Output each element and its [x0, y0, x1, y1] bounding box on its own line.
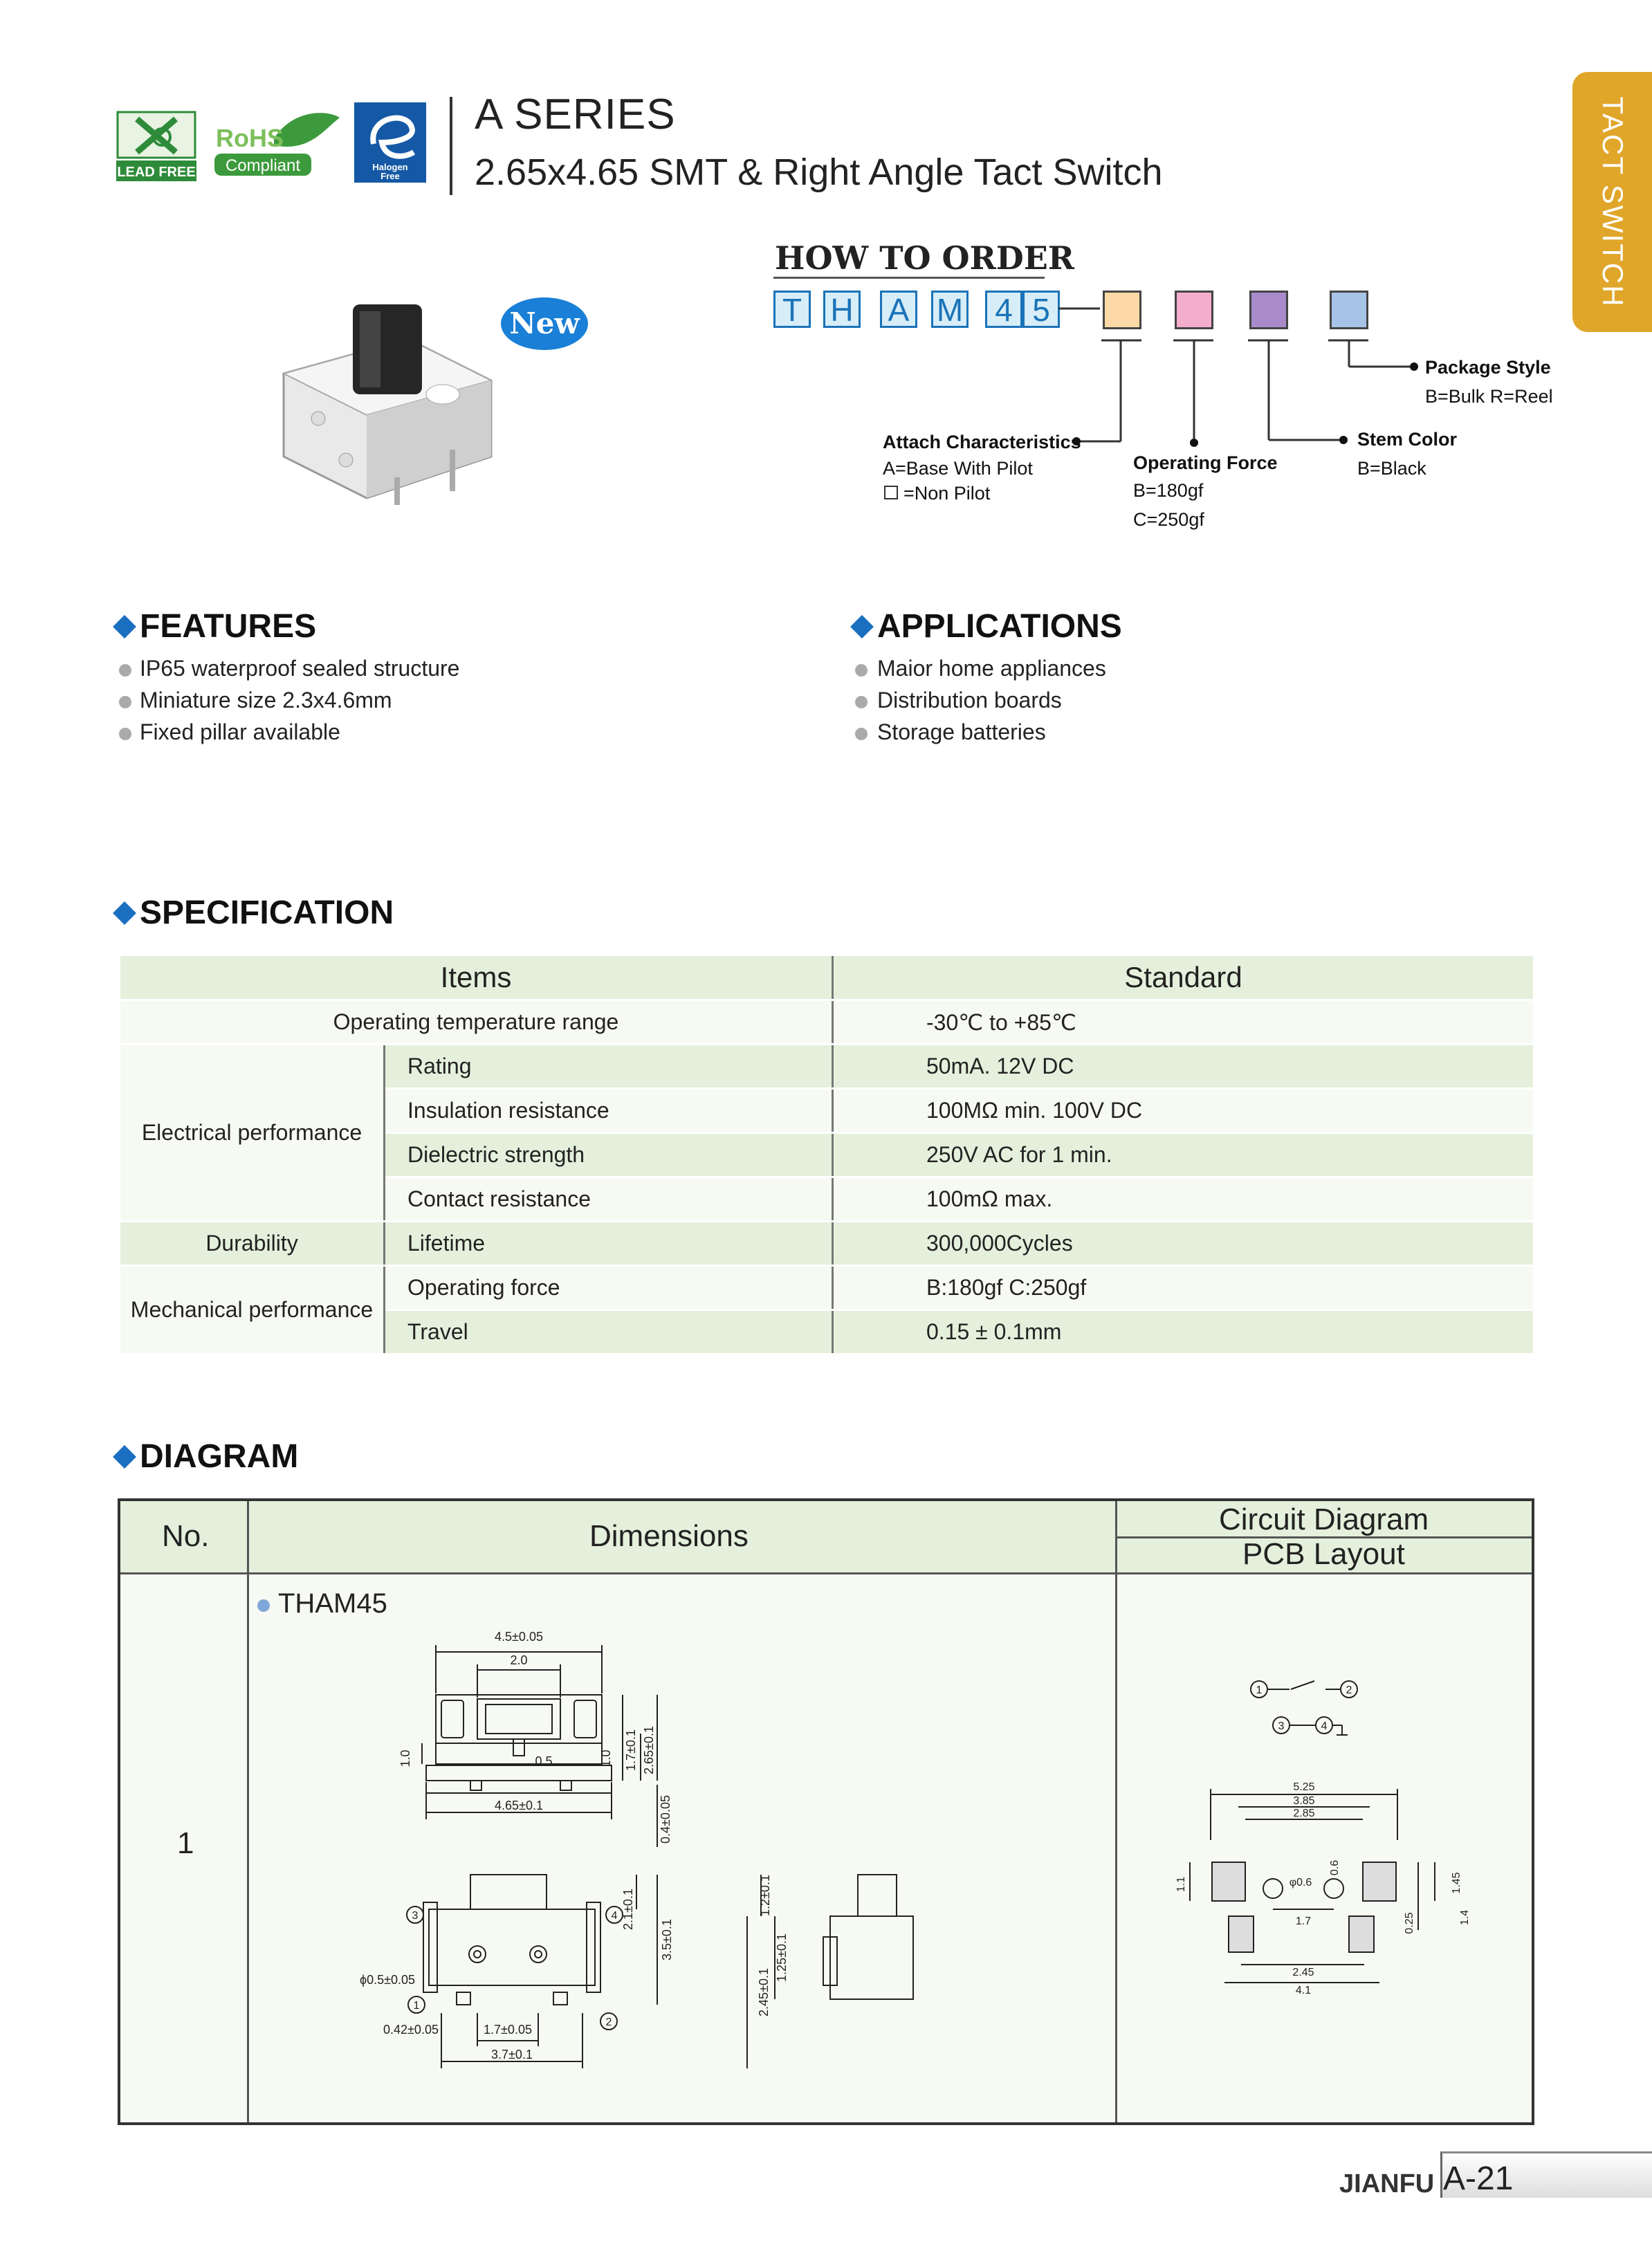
pcb-pitch: 1.7 — [1295, 1915, 1312, 1927]
circuit-pin-2: 2 — [1346, 1684, 1352, 1696]
dim-s2: 1.25±0.1 — [775, 1933, 789, 1982]
side-tab-label: TACT SWITCH — [1596, 96, 1629, 308]
attach-option-non: =Non Pilot — [903, 483, 991, 504]
attach-title: Attach Characteristics — [883, 432, 1081, 452]
specification-title: SPECIFICATION — [140, 894, 394, 931]
table-row — [120, 1000, 1533, 1045]
application-item-2: Distribution boards — [877, 688, 1062, 713]
pin-label-1: 1 — [413, 2000, 420, 2012]
diagram-col-circuit: Circuit Diagram — [1219, 1503, 1429, 1536]
diagram-title: DIAGRAM — [140, 1438, 299, 1475]
halogen-text: Halogen — [372, 162, 408, 172]
spec-col-standard: Standard — [833, 956, 1534, 1000]
non-pilot-box-icon — [884, 486, 898, 499]
dim-gap: 0.5 — [535, 1754, 553, 1768]
pcb-w2: 3.85 — [1293, 1795, 1315, 1807]
dim-inner-width: 2.0 — [510, 1653, 528, 1667]
spec-item: Travel — [385, 1310, 833, 1354]
dim-hole: ϕ0.5±0.05 — [359, 1973, 416, 1987]
diagram-diamond-icon — [113, 1445, 136, 1469]
dim-top-width: 4.5±0.05 — [495, 1630, 543, 1644]
spec-item: Operating force — [385, 1266, 833, 1310]
code-letter-5: 4 — [985, 291, 1022, 328]
page-number: A-21 — [1443, 2160, 1514, 2197]
order-leader-lines — [1038, 304, 1425, 526]
pcb-v1: 0.25 — [1404, 1912, 1415, 1934]
application-item-3: Storage batteries — [877, 719, 1046, 744]
free-text: Free — [380, 171, 400, 181]
table-row — [120, 1222, 1533, 1266]
spec-item: Contact resistance — [385, 1177, 833, 1222]
bullet-icon — [855, 664, 868, 677]
circuit-pin-3: 3 — [1278, 1720, 1285, 1732]
code-letter-3: A — [880, 291, 917, 328]
dim-v1: 2.1±0.1 — [621, 1889, 635, 1930]
code-letter-4: M — [931, 291, 969, 328]
pcb-r: 0.6 — [1329, 1859, 1341, 1876]
spec-item: Operating temperature range — [120, 1000, 833, 1045]
applications-title: APPLICATIONS — [877, 608, 1122, 645]
specification-table — [120, 956, 1533, 1355]
diagram-col-dimensions: Dimensions — [589, 1519, 749, 1553]
pcb-w5: 4.1 — [1295, 1985, 1312, 1996]
code-letter-2: H — [823, 291, 861, 328]
spec-col-items: Items — [120, 956, 833, 1000]
how-to-order-title: HOW TO ORDER — [775, 239, 1075, 277]
lead-free-badge — [116, 111, 196, 181]
spec-value: 100MΩ min. 100V DC — [833, 1089, 1534, 1133]
spec-value: B:180gf C:250gf — [833, 1266, 1534, 1310]
table-row — [120, 1045, 1533, 1089]
dimension-drawing — [332, 1612, 955, 2068]
application-item-1: Maior home appliances — [877, 656, 1106, 681]
spec-group-durability: Durability — [120, 1222, 385, 1266]
bullet-icon — [855, 728, 868, 740]
pcb-hole: φ0.6 — [1289, 1877, 1312, 1889]
dim-h2: 1.0 — [599, 1749, 613, 1767]
pin-label-3: 3 — [412, 1910, 419, 1922]
dim-h4: 2.65±0.1 — [642, 1726, 656, 1774]
code-letter-1: T — [773, 291, 811, 328]
dim-v2: 3.5±0.1 — [660, 1919, 674, 1960]
pcb-w3: 2.85 — [1293, 1808, 1315, 1819]
pin-label-2: 2 — [605, 2016, 612, 2028]
spec-group-electrical: Electrical performance — [120, 1045, 385, 1222]
spec-item: Dielectric strength — [385, 1133, 833, 1177]
feature-item-1: IP65 waterproof sealed structure — [140, 656, 460, 681]
product-image — [270, 291, 505, 512]
bullet-icon — [119, 728, 131, 740]
how-to-order-rule — [773, 277, 1045, 279]
header-divider — [450, 97, 452, 195]
pin-label-4: 4 — [611, 1910, 618, 1922]
diagram-divider — [1115, 1501, 1117, 2122]
model-name: THAM45 — [278, 1588, 387, 1619]
pcb-w4: 2.45 — [1292, 1967, 1314, 1978]
pcb-w1: 5.25 — [1293, 1781, 1315, 1793]
rohs-badge — [212, 104, 343, 180]
dim-s1: 1.2±0.1 — [758, 1875, 772, 1916]
dim-pitch: 1.7±0.05 — [484, 2023, 532, 2037]
circuit-pin-4: 4 — [1321, 1720, 1328, 1732]
bullet-icon — [119, 696, 131, 708]
bullet-icon — [855, 696, 868, 708]
dim-h3: 1.7±0.1 — [624, 1729, 638, 1771]
lead-free-text: LEAD FREE — [117, 165, 196, 180]
product-subtitle: 2.65x4.65 SMT & Right Angle Tact Switch — [475, 151, 1163, 193]
force-option-b: B=180gf — [1133, 480, 1204, 501]
model-bullet-icon — [257, 1599, 270, 1612]
circuit-pcb-drawing — [1162, 1660, 1494, 2020]
dim-offset: 0.42±0.05 — [383, 2023, 439, 2037]
rohs-text: RoHS — [216, 124, 284, 152]
stem-title: Stem Color — [1357, 429, 1458, 450]
circuit-pin-1: 1 — [1256, 1684, 1263, 1696]
halogen-free-badge — [354, 102, 426, 183]
dim-s3: 2.45±0.1 — [757, 1968, 771, 2016]
dim-base-width: 3.7±0.1 — [491, 2048, 533, 2061]
footer-brand: JIANFU — [1339, 2169, 1435, 2198]
series-title: A SERIES — [475, 91, 676, 138]
dim-h1: 1.0 — [398, 1749, 412, 1767]
diagram-col-no: No. — [162, 1519, 210, 1553]
diagram-divider — [247, 1501, 249, 2122]
spec-value: 250V AC for 1 min. — [833, 1133, 1534, 1177]
spec-value: 100mΩ max. — [833, 1177, 1534, 1222]
feature-item-2: Miniature size 2.3x4.6mm — [140, 688, 392, 713]
new-badge — [499, 296, 589, 351]
code-letter-6: 5 — [1022, 291, 1060, 328]
features-diamond-icon — [113, 615, 136, 638]
compliant-text: Compliant — [225, 156, 301, 175]
diagram-divider — [120, 1572, 1532, 1574]
feature-item-3: Fixed pillar available — [140, 719, 340, 744]
diagram-col-pcb: PCB Layout — [1242, 1537, 1405, 1571]
spec-value: 0.15 ± 0.1mm — [833, 1310, 1534, 1354]
spec-item: Rating — [385, 1045, 833, 1089]
spec-value: -30℃ to +85℃ — [833, 1000, 1534, 1045]
force-option-c: C=250gf — [1133, 509, 1204, 530]
spec-item: Lifetime — [385, 1222, 833, 1266]
dim-side: 0.4±0.05 — [659, 1795, 672, 1844]
diagram-row-no: 1 — [177, 1826, 194, 1860]
spec-group-mechanical: Mechanical performance — [120, 1266, 385, 1354]
force-title: Operating Force — [1133, 452, 1278, 473]
new-badge-label: New — [509, 306, 580, 340]
features-title: FEATURES — [140, 608, 317, 645]
attach-option-a: A=Base With Pilot — [883, 458, 1033, 479]
pcb-v3: 1.45 — [1451, 1872, 1462, 1894]
applications-diamond-icon — [850, 615, 874, 638]
package-title: Package Style — [1425, 357, 1551, 378]
pcb-v2: 1.4 — [1459, 1909, 1471, 1926]
dim-body-width: 4.65±0.1 — [495, 1799, 543, 1812]
side-tab — [1572, 72, 1652, 332]
package-options: B=Bulk R=Reel — [1425, 386, 1553, 407]
spec-value: 50mA. 12V DC — [833, 1045, 1534, 1089]
spec-item: Insulation resistance — [385, 1089, 833, 1133]
stem-option-b: B=Black — [1357, 458, 1426, 479]
table-row — [120, 1266, 1533, 1310]
bullet-icon — [119, 664, 131, 677]
pcb-h: 1.1 — [1175, 1876, 1187, 1893]
spec-diamond-icon — [113, 901, 136, 925]
spec-value: 300,000Cycles — [833, 1222, 1534, 1266]
